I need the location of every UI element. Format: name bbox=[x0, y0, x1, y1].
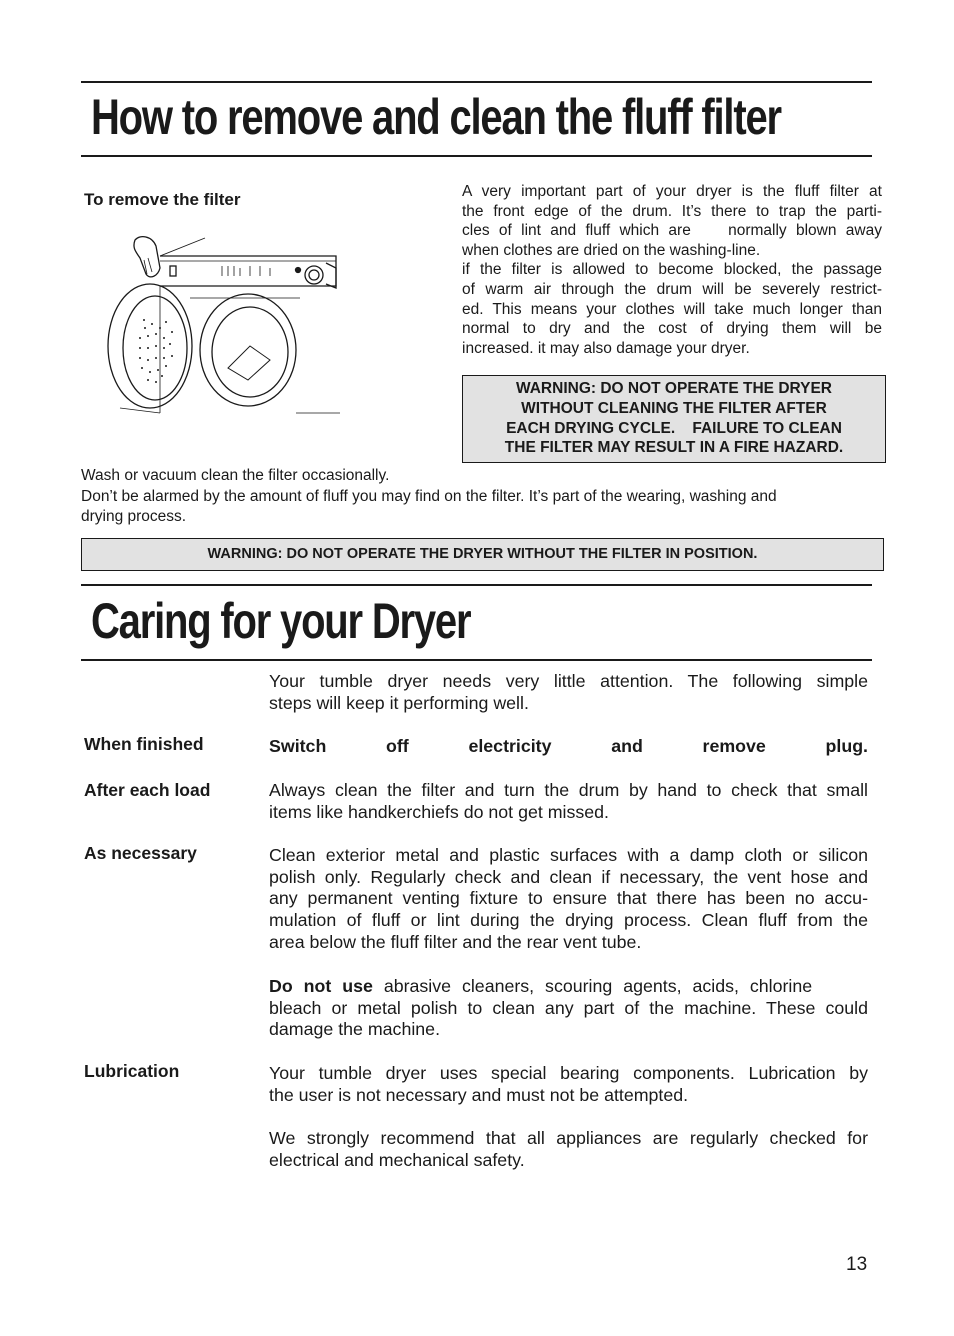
intro-line: if the filter is allowed to become blocked, the passage bbox=[462, 261, 882, 279]
wash-line: drying process. bbox=[81, 508, 187, 525]
note-line: damage the machine. bbox=[269, 1019, 441, 1040]
caring-intro-line: steps will keep it performing well. bbox=[269, 692, 529, 713]
do-not-use-note bbox=[269, 976, 868, 1041]
page-number: 13 bbox=[846, 1254, 868, 1275]
section-title-caring: Caring for your Dryer bbox=[91, 593, 471, 649]
body-line: We strongly recommend that all appliances are regularly checked for bbox=[269, 1128, 868, 1148]
body-line: Always clean the filter and turn the drum by hand to check that small bbox=[269, 780, 868, 800]
wash-instructions bbox=[81, 466, 881, 528]
intro-line: the front edge of the drum. It’s there to trap the parti- bbox=[462, 202, 882, 220]
body-line: electrical and mechanical safety. bbox=[269, 1149, 525, 1170]
label-after-each-load: After each load bbox=[84, 780, 211, 800]
body-line: area below the fluff filter and the rear vent tube. bbox=[269, 931, 642, 952]
label-as-necessary: As necessary bbox=[84, 843, 197, 863]
caring-intro bbox=[269, 671, 868, 714]
caring-intro-line: Your tumble dryer needs very little attention. The following simple bbox=[269, 671, 868, 691]
text-when-finished: Switch off electricity and remove plug. bbox=[269, 736, 868, 756]
section-title-fluff-filter: How to remove and clean the fluff filter bbox=[91, 89, 781, 145]
intro-line: normal to dry and the cost of drying them will be bbox=[462, 320, 882, 338]
section2-underline-rule bbox=[81, 659, 872, 661]
body-line: Clean exterior metal and plastic surfaces with a damp cloth or silicon bbox=[269, 845, 868, 865]
text-safety-check bbox=[269, 1128, 868, 1171]
do-not-use-bold: Do not use bbox=[269, 976, 373, 996]
note-line: abrasive cleaners, scouring agents, acids, chlorine bbox=[372, 976, 813, 996]
warning-box-filter-position: WARNING: DO NOT OPERATE THE DRYER WITHOUT THE FILTER IN POSITION. bbox=[81, 538, 884, 571]
wash-line: Wash or vacuum clean the filter occasionally. bbox=[81, 467, 390, 484]
warning-line: WITHOUT CLEANING THE FILTER AFTER bbox=[521, 399, 827, 417]
section2-top-rule bbox=[81, 584, 872, 586]
intro-line: of warm air through the drum will be severely restrict- bbox=[462, 280, 882, 298]
intro-line: increased. it may also damage your dryer. bbox=[462, 339, 750, 357]
text-as-necessary bbox=[269, 845, 868, 954]
body-line: mulation of fluff or lint during the drying process. Clean fluff from the bbox=[269, 910, 868, 931]
label-lubrication: Lubrication bbox=[84, 1061, 180, 1081]
dryer-filter-removal-illustration bbox=[100, 228, 440, 418]
subheading-remove-filter: To remove the filter bbox=[84, 190, 241, 209]
body-line: the user is not necessary and must not be attempted. bbox=[269, 1084, 689, 1105]
label-when-finished: When finished bbox=[84, 734, 204, 754]
intro-line: ed. This means your clothes will take much longer than bbox=[462, 300, 882, 318]
body-line: Your tumble dryer uses special bearing components. Lubrication by bbox=[269, 1063, 868, 1083]
intro-line: when clothes are dried on the washing-line. bbox=[462, 241, 761, 259]
body-line: items like handkerchiefs do not get missed. bbox=[269, 801, 609, 822]
body-line: any permanent venting fixture to ensure that there has been no accu- bbox=[269, 888, 868, 909]
body-line bbox=[269, 976, 868, 998]
note-line: bleach or metal polish to clean any part of the machine. These could bbox=[269, 997, 868, 1018]
wash-line: Don’t be alarmed by the amount of fluff you may find on the filter. It’s part of the wearing, washing and bbox=[81, 487, 777, 505]
body-line: polish only. Regularly check and clean if necessary, the vent hose and bbox=[269, 866, 868, 887]
warning-line: WARNING: DO NOT OPERATE THE DRYER bbox=[515, 380, 833, 397]
warning-line: EACH DRYING CYCLE. FAILURE TO CLEAN bbox=[506, 419, 842, 437]
intro-line: A very important part of your dryer is the fluff filter at bbox=[462, 183, 882, 200]
filter-intro-paragraph bbox=[462, 182, 882, 358]
text-after-each-load bbox=[269, 780, 868, 823]
text-lubrication bbox=[269, 1063, 868, 1106]
title-underline-rule bbox=[81, 155, 872, 157]
warning-line: THE FILTER MAY RESULT IN A FIRE HAZARD. bbox=[504, 439, 844, 457]
warning-box-clean-filter bbox=[462, 375, 886, 463]
intro-line: cles of lint and fluff which are normally blown away bbox=[462, 222, 882, 240]
top-rule bbox=[81, 81, 872, 83]
